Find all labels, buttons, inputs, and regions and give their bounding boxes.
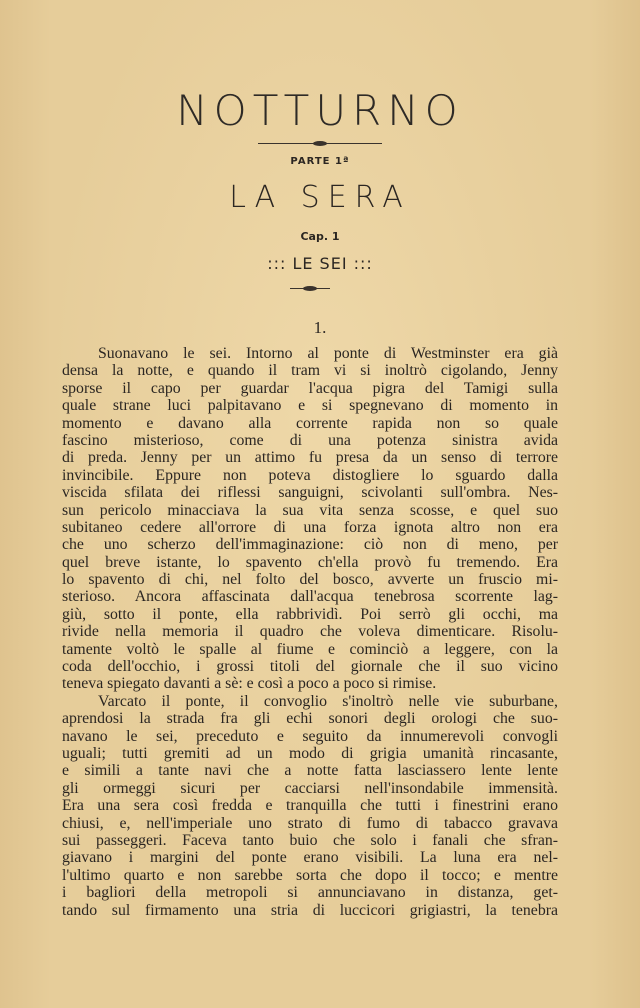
text-line: sporse il capo per guardar l'acqua pigra del Tamigi sulla — [62, 379, 558, 397]
text-line: giavano i margini del ponte erano visibili. La luna era nel- — [62, 849, 558, 867]
text-line: quel breve istante, lo spavento ch'ella provò fu tremendo. Era — [62, 553, 558, 571]
text-line: che uno scherzo dell'immaginazione: ciò non di meno, per — [62, 536, 558, 554]
text-line: l'ultimo quarto e non sarebbe sorta che dopo il tocco; e mentre — [62, 866, 558, 884]
text-line: sun pericolo minacciava la sua vita senza scosse, e quel suo — [62, 501, 558, 519]
text-line: e simili a tante navi che a notte fatta lasciassero lente lente — [62, 762, 558, 780]
text-line: momento e davano alla corrente rapida non so quale — [62, 414, 558, 432]
text-line: Suonavano le sei. Intorno al ponte di Westminster era già — [98, 345, 558, 362]
part-label: PARTE 1ª — [290, 156, 350, 167]
text-line: uguali; tutti gremiti ad un modo di grigia umanità rincasante, — [62, 744, 558, 762]
section-title: ::: LE SEI ::: — [267, 254, 373, 273]
text-line: lo spavento di chi, nel folto del bosco, avverte un fruscio mi- — [62, 571, 558, 589]
text-line: coda dell'occhio, i grossi titoli del giornale che il suo vicino — [62, 658, 558, 676]
text-line: gli ormeggi sicuri per cacciarsi nell'insondabile immensità. — [62, 779, 558, 797]
part-title: LA SERA — [229, 180, 411, 215]
title-ornament-rule — [258, 143, 382, 144]
text-line: chiusi, e, nell'imperiale uno strato di fumo di tabacco gravava — [62, 814, 558, 832]
text-line: aprendosi la strada fra gli echi sonori degli orologi che suo- — [62, 710, 558, 728]
text-line: sui passeggeri. Faceva tanto buio che solo i fanali che sfran- — [62, 831, 558, 849]
book-title: NOTTURNO — [176, 86, 464, 135]
text-line: tando sul firmamento una stria di luccicori grigiastri, la tenebra — [62, 901, 558, 919]
text-line: quale strane luci palpitavano e si spegnevano di momento in — [62, 397, 558, 415]
text-line: Era una sera così fredda e tranquilla che tutti i finestrini erano — [62, 797, 558, 815]
chapter-label: Cap. 1 — [300, 230, 340, 243]
text-line: teneva spiegato davanti a sè: e così a poco a poco si rimise. — [62, 675, 437, 693]
text-line: Varcato il ponte, il convoglio s'inoltrò nelle vie suburbane, — [98, 692, 558, 710]
text-line: viscida sfilata dei riflessi sanguigni, scivolanti sull'ombra. Nes- — [62, 484, 558, 502]
text-line: navano le sei, preceduto e seguito da innumerevoli convogli — [62, 727, 558, 745]
text-line: rivide nella memoria il quadro che voleva dimenticare. Risolu- — [62, 623, 558, 641]
text-line: subitaneo cedere all'orrore di una forza ignota altro non era — [62, 518, 558, 536]
text-line: giù, sotto il ponte, ella rabbrividì. Poi serrò gli occhi, ma — [62, 605, 558, 623]
text-line: tamente voltò le spalle al fiume e cominciò a leggere, con la — [62, 640, 558, 658]
text-line: i bagliori della metropoli si annunciavano in distanza, get- — [62, 884, 558, 902]
section-ornament-rule — [290, 288, 330, 289]
text-line: sterioso. Ancora affascinata dall'acqua tenebrosa scorrente lag- — [62, 588, 558, 606]
paragraph-number: 1. — [313, 318, 327, 337]
text-line: invincibile. Eppure non poteva distogliere lo sguardo dalla — [62, 466, 558, 484]
text-line: fascino misterioso, come di una potenza sinistra avida — [62, 431, 558, 449]
body-text — [62, 345, 558, 919]
text-line: di preda. Jenny per un attimo fu presa da un senso di terrore — [62, 449, 558, 467]
text-line: densa la notte, e quando il tram vi si inoltrò cigolando, Jenny — [62, 362, 558, 380]
